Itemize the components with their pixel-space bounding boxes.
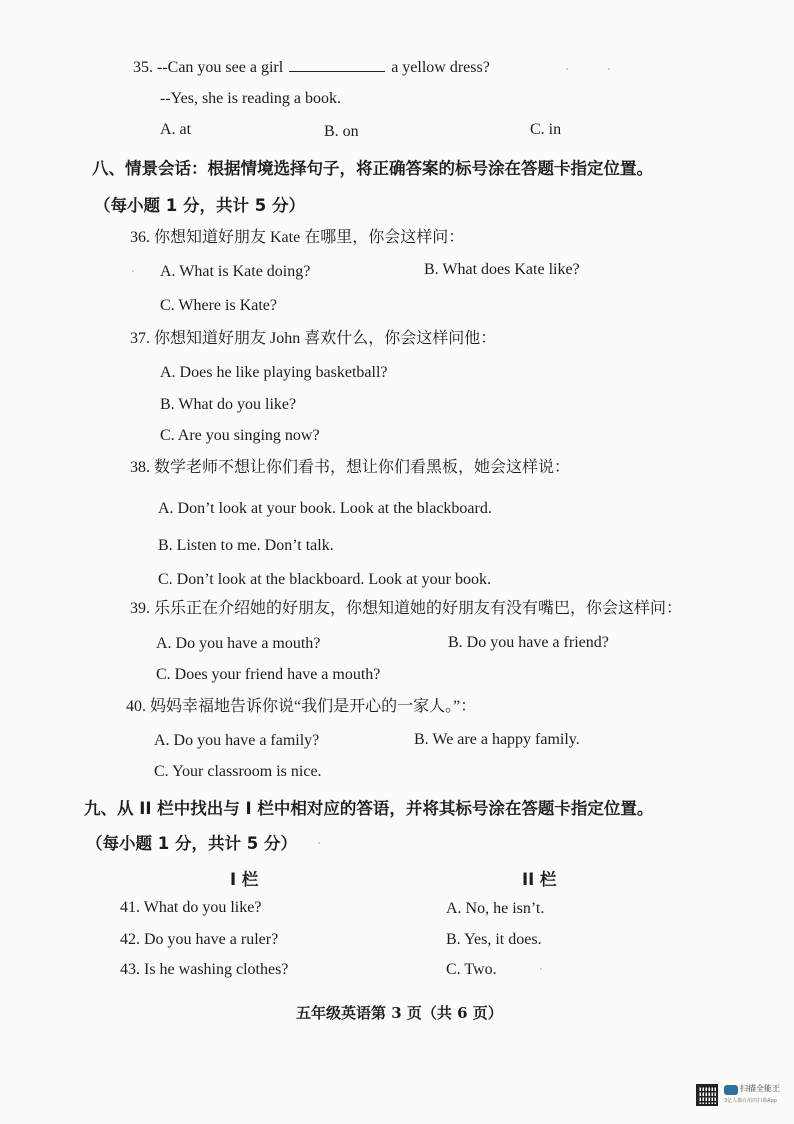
- q36-option-b: B. What does Kate like?: [424, 261, 580, 278]
- q35-stem-post: a yellow dress?: [391, 59, 490, 76]
- q36-stem: 36. 你想知道好朋友 Kate 在哪里，你会这样问：: [130, 229, 465, 246]
- q38-option-a: A. Don’t look at your book. Look at the blackboard.: [158, 500, 492, 517]
- scan-speck: [318, 842, 320, 844]
- scanner-brand: 扫描全能王: [740, 1084, 780, 1093]
- match-option-c: C. Two.: [446, 961, 497, 978]
- q39-option-c: C. Does your friend have a mouth?: [156, 666, 381, 683]
- q38-stem: 38. 数学老师不想让你们看书，想让你们看黑板，她会这样说：: [130, 459, 571, 476]
- q36-option-a: A. What is Kate doing?: [160, 263, 311, 280]
- section9-score: （每小题 1 分，共计 5 分）: [86, 834, 297, 853]
- q37-stem: 37. 你想知道好朋友 John 喜欢什么，你会这样问他：: [130, 330, 497, 347]
- q40-option-a: A. Do you have a family?: [154, 732, 320, 749]
- q41-prompt: 41. What do you like?: [120, 899, 262, 916]
- section9-col1-header: I 栏: [230, 870, 259, 889]
- q36-option-c: C. Where is Kate?: [160, 297, 277, 314]
- scan-speck: [608, 68, 610, 70]
- q38-option-b: B. Listen to me. Don’t talk.: [158, 537, 334, 554]
- section9-title: 九、从 II 栏中找出与 I 栏中相对应的答语，并将其标号涂在答题卡指定位置。: [84, 799, 654, 818]
- page-footer: 五年级英语第 3 页（共 6 页）: [296, 1004, 503, 1022]
- q40-option-c: C. Your classroom is nice.: [154, 763, 322, 780]
- scan-speck: [540, 968, 542, 970]
- q37-option-a: A. Does he like playing basketball?: [160, 364, 388, 381]
- q37-option-c: C. Are you singing now?: [160, 427, 320, 444]
- qr-code-icon: [696, 1084, 718, 1106]
- scan-speck: [566, 68, 568, 70]
- q40-option-b: B. We are a happy family.: [414, 731, 580, 748]
- scanner-tagline: 3亿人都在用的扫描App: [724, 1098, 777, 1104]
- q43-prompt: 43. Is he washing clothes?: [120, 961, 289, 978]
- q35-option-a: A. at: [160, 121, 192, 138]
- match-option-a: A. No, he isn’t.: [446, 900, 545, 917]
- q38-option-c: C. Don’t look at the blackboard. Look at your book.: [158, 571, 491, 588]
- q35-stem: [133, 57, 490, 78]
- section9-col2-header: II 栏: [522, 870, 557, 889]
- q42-prompt: 42. Do you have a ruler?: [120, 931, 279, 948]
- section8-title: 八、情景会话：根据情境选择句子，将正确答案的标号涂在答题卡指定位置。: [92, 159, 653, 178]
- q35-stem-pre: 35. --Can you see a girl: [133, 59, 284, 76]
- q37-option-b: B. What do you like?: [160, 396, 297, 413]
- q39-option-a: A. Do you have a mouth?: [156, 635, 321, 652]
- q35-reply: --Yes, she is reading a book.: [160, 90, 342, 107]
- q39-option-b: B. Do you have a friend?: [448, 634, 609, 651]
- q39-stem: 39. 乐乐正在介绍她的好朋友，你想知道她的好朋友有没有嘴巴，你会这样问：: [130, 600, 683, 617]
- scan-speck: [132, 270, 134, 272]
- q35-option-c: C. in: [530, 121, 562, 138]
- scanner-logo-icon: [724, 1085, 738, 1095]
- q40-stem: 40. 妈妈幸福地告诉你说“我们是开心的一家人。”：: [126, 698, 477, 715]
- match-option-b: B. Yes, it does.: [446, 931, 542, 948]
- q35-option-b: B. on: [324, 123, 359, 140]
- q35-blank: [289, 57, 385, 72]
- section8-score: （每小题 1 分，共计 5 分）: [94, 196, 305, 215]
